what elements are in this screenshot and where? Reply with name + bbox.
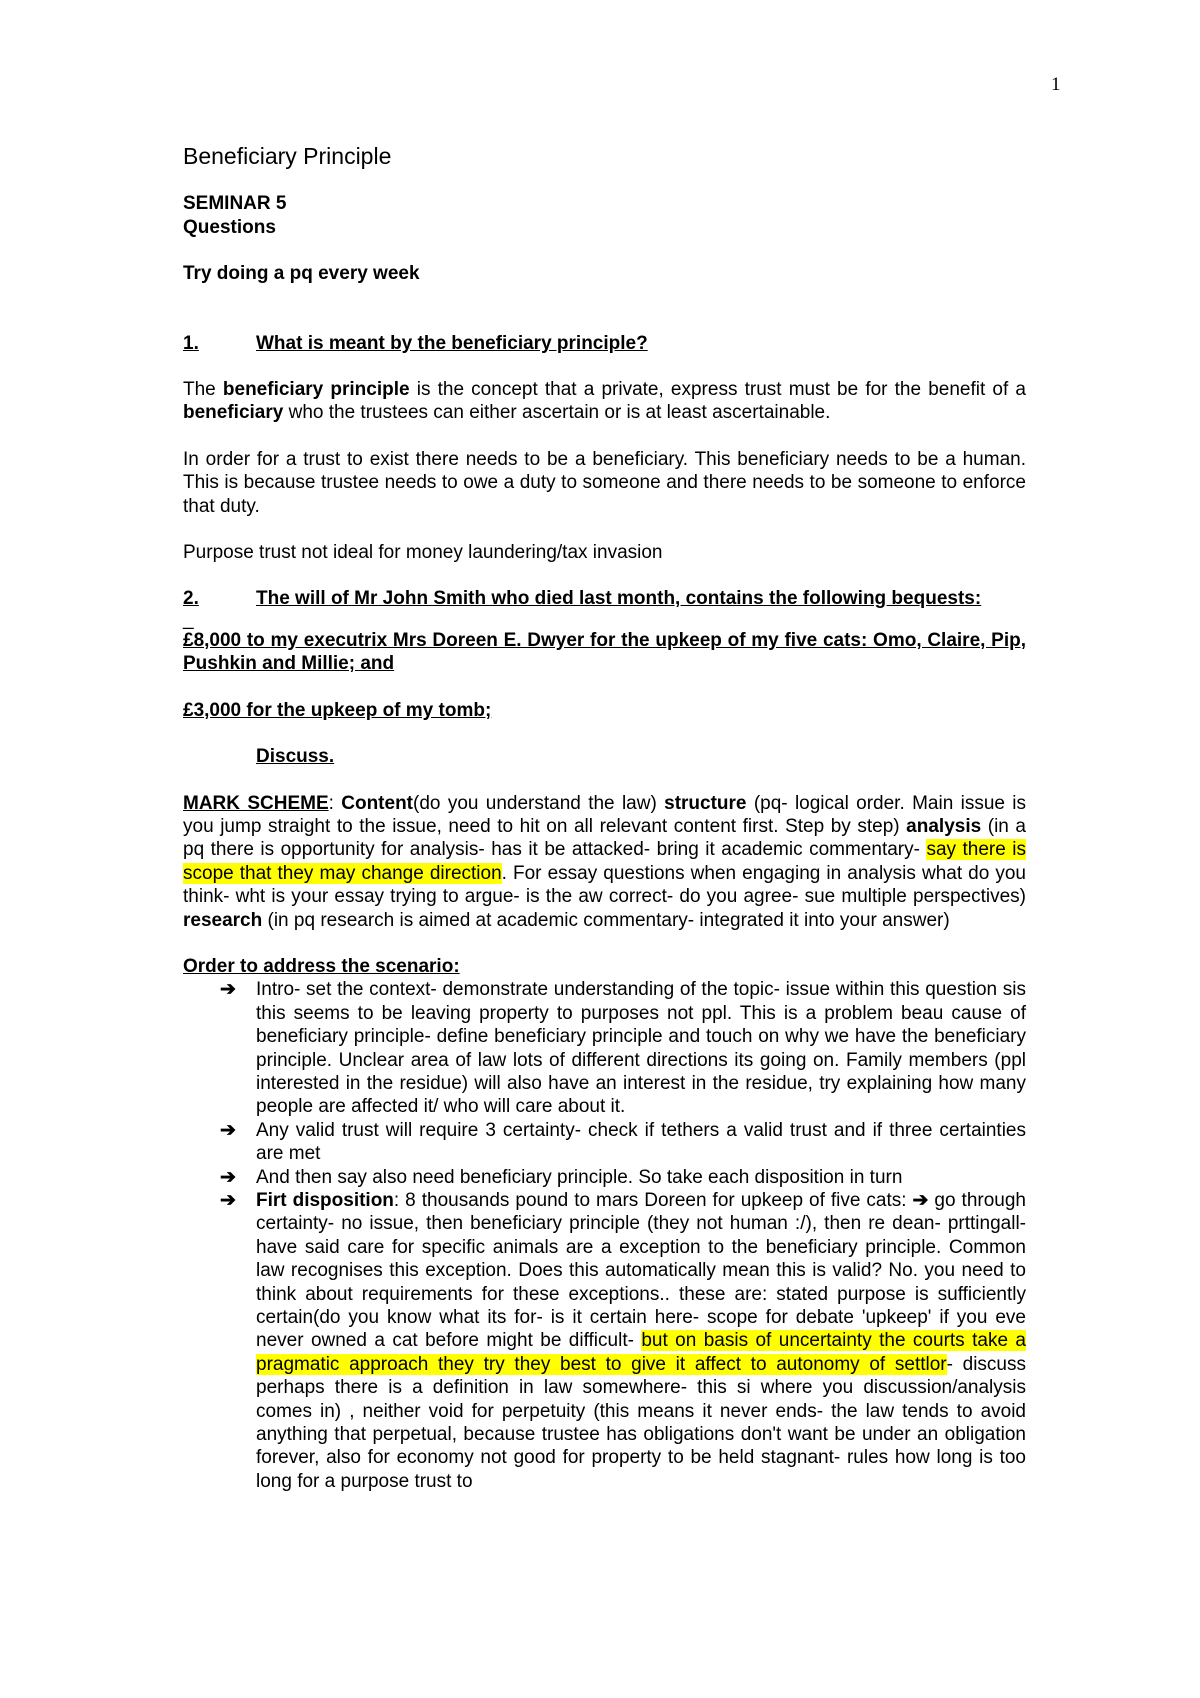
question-2-text: The will of Mr John Smith who died last month, contains the following bequests: bbox=[256, 588, 982, 610]
answer-1-paragraph-1: The beneficiary principle is the concept that a private, express trust must be for the benefit of a beneficiary who the trustees can either ascertain or is at least ascertainable. bbox=[183, 379, 1026, 424]
question-1-text: What is meant by the beneficiary principle? bbox=[256, 332, 648, 354]
list-item: ➔ Firt disposition: 8 thousands pound to mars Doreen for upkeep of five cats: ➔ go through certainty- no issue, then beneficiary principle (they not human :/), then re dean- prttingall- have said care for specific animals are a exception to the beneficiary principle. Common law recognises this exception. Does this automatically mean this is valid? No. you need to think about requirements for these exceptions.. these are: stated purpose is sufficiently certain(do you know what its for- is it certain here- scope for debate 'upkeep' if you eve never owned a cat before might be difficult- but on basis of uncertainty the courts take a pragmatic approach they try they best to give it affect to autonomy of settlor- discuss perhaps there is a definition in law somewhere- this si where you discussion/analysis comes in) , neither void for perpetuity (this means it never ends- the law tends to avoid anything that perpetual, because trustee has obligations don't want be under an obligation forever, also for economy not good for property to be held stagnant- rules how long is too long for a purpose trust to bbox=[183, 1189, 1026, 1493]
bequest-2: £3,000 for the upkeep of my tomb; bbox=[183, 699, 492, 721]
list-item: ➔ Any valid trust will require 3 certainty- check if tethers a valid trust and if three certainties are met bbox=[183, 1119, 1026, 1166]
order-heading: Order to address the scenario: bbox=[183, 955, 460, 977]
page-number: 1 bbox=[1051, 74, 1061, 95]
question-2-dash: _ bbox=[183, 608, 194, 630]
arrow-right-icon: ➔ bbox=[912, 1190, 929, 1211]
list-item: ➔ Intro- set the context- demonstrate understanding of the topic- issue within this question sis this seems to be leaving property to purposes not ppl. This is a problem beau cause of beneficiary principle- define beneficiary principle and touch on why we have the beneficiary principle. Unclear area of law lots of different directions its going on. Family members (ppl interested in the residue) will also have an interest in the residue, try explaining how many people are affected it/ who will care about it. bbox=[183, 978, 1026, 1118]
arrow-right-icon: ➔ bbox=[220, 979, 236, 1001]
answer-1-paragraph-2: In order for a trust to exist there needs to be a beneficiary. This beneficiary needs to be a human. This is because trustee needs to owe a duty to someone and there needs to be someone to enforce that duty. bbox=[183, 448, 1026, 517]
questions-label: Questions bbox=[183, 216, 276, 238]
question-1-number: 1. bbox=[183, 332, 199, 354]
study-tip: Try doing a pq every week bbox=[183, 263, 420, 285]
arrow-right-icon: ➔ bbox=[220, 1119, 236, 1141]
arrow-right-icon: ➔ bbox=[220, 1190, 236, 1211]
discuss-label: Discuss. bbox=[256, 746, 335, 768]
answer-1-paragraph-3: Purpose trust not ideal for money laundering/tax invasion bbox=[183, 542, 663, 564]
arrow-right-icon: ➔ bbox=[220, 1166, 236, 1188]
question-1 bbox=[183, 332, 1026, 355]
highlight-pragmatic-approach: but on basis of uncertainty the courts take a pragmatic approach they try they best to give it affect to autonomy of settlor bbox=[256, 1330, 1026, 1375]
document-body bbox=[183, 145, 1026, 1493]
question-2 bbox=[183, 587, 1026, 610]
list-item: ➔ And then say also need beneficiary principle. So take each disposition in turn bbox=[183, 1166, 1026, 1189]
bequest-1: £8,000 to my executrix Mrs Doreen E. Dwyer for the upkeep of my five cats: Omo, Claire, Pip, Pushkin and Millie; and bbox=[183, 629, 1026, 675]
mark-scheme-paragraph: MARK SCHEME: Content(do you understand the law) structure (pq- logical order. Main issue is you jump straight to the issue, need to hit on all relevant content first. Step by step) analysis (in a pq there is opportunity for analysis- has it be attacked- bring it academic commentary- say there is scope that they may change direction. For essay questions when engaging in analysis what do you think- wht is your essay trying to argue- is the aw correct- do you agree- sue multiple perspectives) research (in pq research is aimed at academic commentary- integrated it into your answer) bbox=[183, 792, 1027, 931]
highlight-change-direction: say there is scope that they may change direction bbox=[183, 839, 1026, 884]
question-2-number: 2. bbox=[183, 588, 199, 610]
seminar-label: SEMINAR 5 bbox=[183, 193, 287, 215]
document-title: Beneficiary Principle bbox=[183, 143, 392, 169]
order-list bbox=[183, 978, 1026, 1493]
